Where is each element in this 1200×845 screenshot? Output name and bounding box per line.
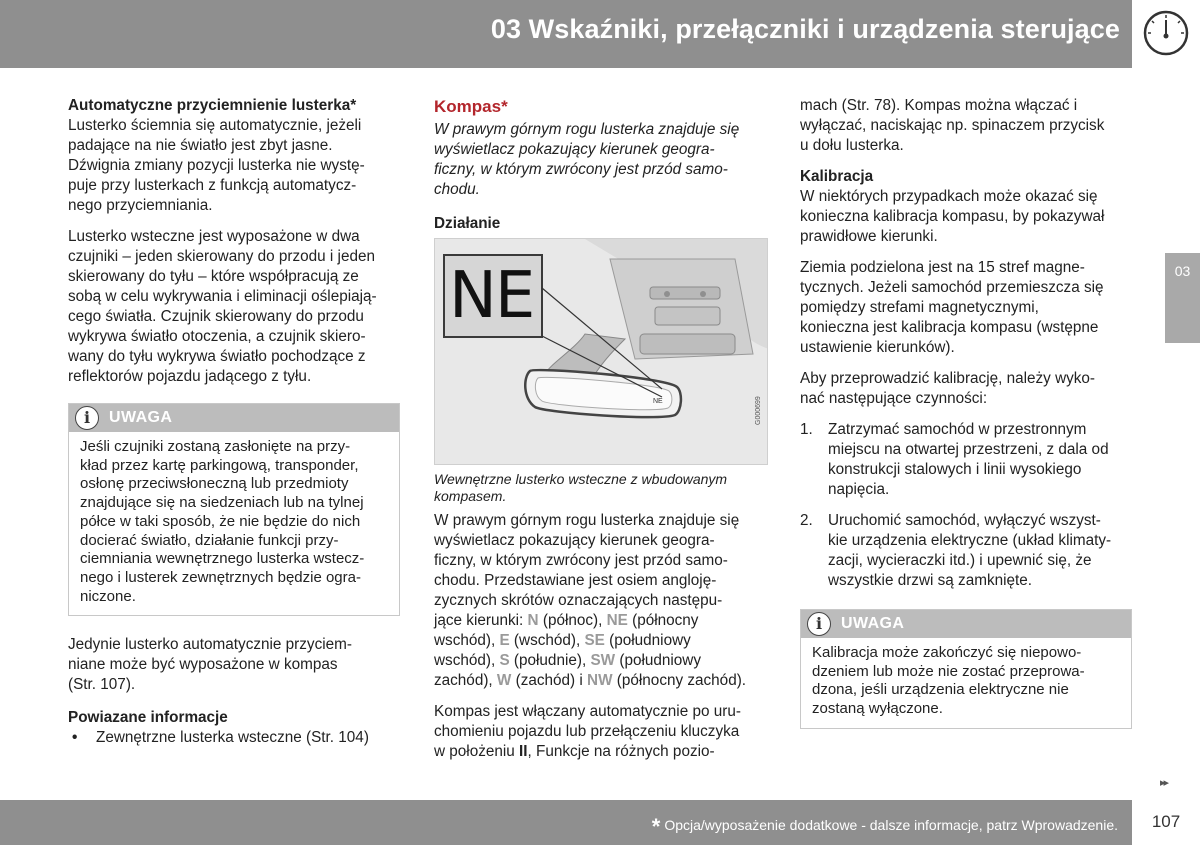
- text-line: wany do tyłu wykrywa światło pochodzące z: [68, 348, 366, 365]
- text-line: kie urządzenia elektryczne (układ klimaty-: [828, 532, 1112, 549]
- figure-caption: [434, 471, 768, 505]
- text-line: wyłączać, naciskając np. spinaczem przycisk: [800, 117, 1105, 134]
- double-chevron-right-icon: ▸▸: [1160, 777, 1168, 789]
- related-link-item[interactable]: [68, 728, 400, 748]
- text-line: chodu. Przedstawiane jest osiem angloję-: [434, 572, 717, 589]
- text-line: dzona, jeśli urządzenia elektryczne nie: [812, 681, 1069, 699]
- mirror-compass-illustration: [434, 238, 768, 465]
- text-line: nać następujące czynności:: [800, 390, 988, 407]
- column-1: [68, 96, 400, 748]
- calibration-step: [800, 420, 1132, 500]
- direction-abbr: S: [499, 652, 510, 669]
- calibration-paragraph-1: [800, 187, 1132, 247]
- page-number: 107: [1151, 812, 1181, 831]
- text-line: Ziemia podzielona jest na 15 stref magne-: [800, 259, 1085, 276]
- asterisk-icon: *: [651, 814, 661, 839]
- compass-intro: [434, 120, 768, 200]
- note-body: [801, 638, 1131, 728]
- key-position: II: [519, 743, 528, 760]
- text-line: Aby przeprowadzić kalibrację, należy wyko-: [800, 370, 1096, 387]
- figure-code: G000699: [755, 396, 762, 425]
- text-line: niczone.: [80, 587, 136, 605]
- column-3: [800, 96, 1132, 729]
- chapter-side-tab-label: 03: [1174, 263, 1191, 279]
- column-2: [434, 96, 768, 762]
- text-line: niane może być wyposażone w kompas: [68, 656, 338, 674]
- text-line: docierać światło, działanie funkcji przy-: [80, 531, 339, 549]
- sensor-note-box: [68, 403, 400, 616]
- text-line: znajdujące się na siedzeniach lub na tylnej: [80, 494, 364, 512]
- text-line: napięcia.: [828, 481, 890, 498]
- direction-abbr: E: [499, 632, 510, 649]
- text-line: zostaną wyłączone.: [812, 700, 943, 718]
- direction-abbr: NW: [587, 672, 613, 689]
- text-line: skierowany do tyłu – które współpracują ze: [68, 268, 359, 285]
- calibration-step: [800, 511, 1132, 591]
- operation-heading: Działanie: [434, 215, 501, 232]
- auto-dimming-paragraph-2: [68, 227, 400, 387]
- text-line: dzeniem lub może nie zostać przeprowa-: [812, 662, 1085, 680]
- auto-dimming-paragraph-1: [68, 116, 400, 216]
- text-line: Lusterko ściemnia się automatycznie, jeżeli: [68, 117, 362, 134]
- note-body: [69, 432, 399, 615]
- direction-abbr: SW: [590, 652, 616, 669]
- compass-availability-paragraph: [68, 635, 400, 695]
- text-line: Dźwignia zmiany pozycji lusterka nie wystę-: [68, 157, 365, 174]
- calibration-paragraph-3: [800, 369, 1132, 409]
- text-line: W niektórych przypadkach może okazać się: [800, 188, 1098, 205]
- text-line: Kompas jest włączany automatycznie po uru-: [434, 703, 741, 720]
- compass-activation-continued: [800, 96, 1132, 156]
- text-line: Jedynie lusterko automatycznie przyciem-: [68, 636, 352, 654]
- text-line: reflektorów pojazdu jadącego z tyłu.: [68, 368, 312, 385]
- text-line: konieczna kalibracja kompasu, by pokazywał: [800, 208, 1105, 225]
- text-line: nego i lusterek zewnętrznych będzie ogra-: [80, 568, 361, 586]
- text-line: Wewnętrzne lusterko wsteczne z wbudowanym: [434, 471, 728, 487]
- text-line: wyświetlacz pokazujący kierunek geogra-: [434, 141, 715, 158]
- direction-abbr: W: [496, 672, 512, 689]
- text-line: kompasem.: [434, 488, 507, 504]
- text-line: W prawym górnym rogu lusterka znajduje się: [434, 121, 740, 138]
- auto-dimming-heading: Automatyczne przyciemnienie lusterka*: [68, 97, 357, 114]
- text-line: puje przy lusterkach z funkcją automatycz-: [68, 177, 357, 194]
- text-line: ficzny, w którym zwrócony jest przód samo-: [434, 161, 728, 178]
- text-line: cego światła. Czujnik skierowany do przodu: [68, 308, 364, 325]
- gauge-icon: [1132, 0, 1200, 68]
- text-line: czujniki – jeden skierowany do przodu i jeden: [68, 248, 375, 265]
- text-line: Kalibracja może zakończyć się niepowo-: [812, 644, 1082, 661]
- direction-line: zachód), W (zachód) i NW (północny zachód).: [434, 672, 747, 689]
- direction-abbr: NE: [606, 612, 628, 629]
- note-header: [69, 404, 399, 432]
- text-line: półce w taki sposób, że nie będzie do nich: [80, 512, 361, 530]
- text-line: mach (Str. 78). Kompas można włączać i: [800, 97, 1078, 114]
- compass-activation-paragraph: [434, 702, 768, 762]
- text-line: w położeniu II, Funkcje na różnych pozio-: [434, 743, 715, 760]
- info-icon: i: [807, 612, 831, 636]
- page-footer: [0, 800, 1132, 845]
- text-line: padające na nie światło jest zbyt jasne.: [68, 137, 333, 154]
- text-line: osłonę przeciwsłoneczną lub przedmioty: [80, 475, 349, 493]
- text-line: Jeśli czujniki zostaną zasłonięte na przy-: [80, 438, 351, 455]
- text-line: zycznych skrótów oznaczających następu-: [434, 592, 723, 609]
- text-line: (Str. 107).: [68, 676, 136, 694]
- text-line: Lusterko wsteczne jest wyposażone w dwa: [68, 228, 360, 245]
- text-line: wszystkie drzwi są zamknięte.: [828, 572, 1033, 589]
- text-line: tycznych. Jeżeli samochód przemieszcza się: [800, 279, 1104, 296]
- related-info-heading: Powiazane informacje: [68, 709, 228, 727]
- text-line: chodu.: [434, 181, 480, 198]
- text-line: sobą w celu wykrywania i eliminacji oślepiają-: [68, 288, 377, 305]
- text-line: prawidłowe kierunki.: [800, 228, 938, 245]
- direction-line: wschód), E (wschód), SE (południowy: [434, 632, 691, 649]
- compass-heading: Kompas*: [434, 97, 508, 116]
- text-line: Uruchomić samochód, wyłączyć wszyst-: [828, 512, 1101, 529]
- step-number: 1.: [800, 421, 813, 438]
- info-icon: i: [75, 406, 99, 430]
- text-line: chomieniu pojazdu lub przełączeniu kluczyka: [434, 723, 740, 740]
- text-line: miejscu na otwartej przestrzeni, z dala od: [828, 441, 1109, 458]
- compass-display-readout: NE: [449, 259, 534, 333]
- calibration-heading: Kalibracja: [800, 168, 874, 185]
- direction-line: wschód), S (południe), SW (południowy: [434, 652, 701, 669]
- footer-note: [652, 814, 1118, 840]
- chapter-side-tab: [1165, 253, 1200, 343]
- note-title: UWAGA: [841, 615, 905, 632]
- chapter-header: [0, 0, 1132, 68]
- note-header: [801, 610, 1131, 638]
- direction-abbr: N: [527, 612, 539, 629]
- direction-line: jące kierunki: N (północ), NE (północny: [434, 612, 699, 629]
- compass-description-paragraph: [434, 511, 768, 691]
- text-line: kład przez kartę parkingową, transponder,: [80, 456, 359, 474]
- text-line: konstrukcji stalowych i linii wysokiego: [828, 461, 1082, 478]
- text-line: wykrywa światło otoczenia, a czujnik skiero-: [68, 328, 366, 345]
- calibration-paragraph-2: [800, 258, 1132, 358]
- chapter-title: 03 Wskaźniki, przełączniki i urządzenia sterujące: [490, 14, 1120, 44]
- related-link-text[interactable]: Zewnętrzne lusterka wsteczne (Str. 104): [96, 729, 369, 747]
- text-line: wyświetlacz pokazujący kierunek geogra-: [434, 532, 715, 549]
- text-line: ustawienie kierunków).: [800, 339, 955, 356]
- mirror-compass-readout: NE: [653, 398, 663, 405]
- bullet: •: [72, 729, 78, 747]
- text-line: zacji, wycieraczki itd.) i upewnić się, że: [828, 552, 1092, 569]
- text-line: W prawym górnym rogu lusterka znajduje się: [434, 512, 740, 529]
- text-line: ficzny, w którym zwrócony jest przód samo-: [434, 552, 728, 569]
- note-title: UWAGA: [109, 409, 173, 426]
- step-number: 2.: [800, 512, 813, 529]
- text-line: nego przyciemniania.: [68, 197, 213, 214]
- text-line: ciemniania wewnętrznego lusterka wstecz-: [80, 550, 365, 568]
- text-line: u dołu lusterka.: [800, 137, 904, 154]
- footer-note-text: Opcja/wyposażenie dodatkowe - dalsze informacje, patrz Wprowadzenie.: [664, 817, 1118, 833]
- text-line: Zatrzymać samochód w przestronnym: [828, 421, 1087, 438]
- direction-abbr: SE: [584, 632, 605, 649]
- calibration-note-box: [800, 609, 1132, 729]
- text-line: pomiędzy strefami magnetycznymi,: [800, 299, 1039, 316]
- text-line: konieczna jest kalibracja kompasu (wstępne: [800, 319, 1099, 336]
